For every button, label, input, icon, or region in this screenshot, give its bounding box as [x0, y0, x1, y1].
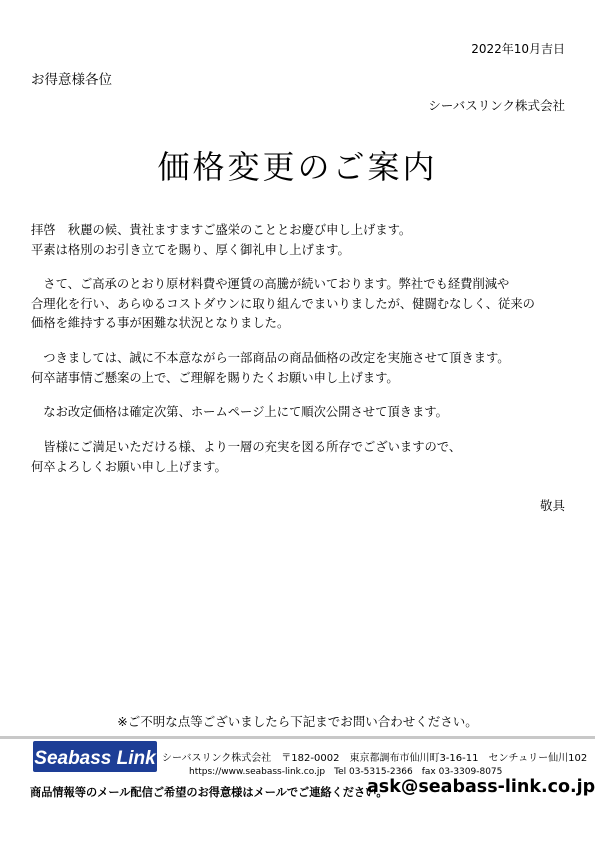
paragraph-cost-increase	[31, 275, 571, 334]
paragraph-line: 平素は格別のお引き立てを賜り、厚く御礼申し上げます。	[31, 242, 350, 257]
seabass-link-logo	[33, 741, 157, 772]
paragraph-line: なお改定価格は確定次第、ホームページ上にて順次公開させて頂きます。	[31, 405, 448, 419]
paragraph-price-revision	[31, 349, 571, 388]
document-title: 価格変更のご案内	[157, 148, 438, 186]
closing-keigu: 敬具	[539, 498, 565, 513]
company-address: シーバスリンク株式会社 〒182-0002 東京都調布市仙川町3-16-11 センチュリー仙川102	[162, 753, 588, 764]
paragraph-greeting	[31, 221, 571, 260]
paragraph-line: つきましては、誠に不本意ながら一部商品の商品価格の改定を実施させて頂きます。	[31, 351, 510, 365]
contact-email[interactable]: ask@seabass-link.co.jp	[367, 777, 595, 797]
paragraph-line: さて、ご高承のとおり原材料費や運賃の高騰が続いております。弊社でも経費削減や	[31, 277, 510, 291]
mail-subscription-note: 商品情報等のメール配信ご希望のお得意様はメールでご連絡ください。	[30, 786, 388, 799]
document-date: 2022年10月吉日	[471, 42, 565, 56]
company-contact: https://www.seabass-link.co.jp Tel 03-5315-2366 fax 03-3309-8075	[189, 767, 503, 777]
logo-text: Seabass Link	[34, 748, 156, 769]
recipient: お得意様各位	[31, 72, 112, 88]
paragraph-line: 価格を維持する事が困難な状況となりました。	[31, 316, 290, 330]
paragraph-line: 何卒諸事情ご懸案の上で、ご理解を賜りたくお願い申し上げます。	[31, 370, 399, 385]
paragraph-publication	[31, 403, 571, 423]
sender-company: シーバスリンク株式会社	[428, 98, 565, 113]
paragraph-line: 合理化を行い、あらゆるコストダウンに取り組んでまいりましたが、健闘むなしく、従来の	[31, 296, 535, 311]
footer-divider	[0, 736, 595, 739]
paragraph-line: 拝啓 秋麗の候、貴社ますますご盛栄のこととお慶び申し上げます。	[31, 223, 412, 237]
paragraph-line: 何卒よろしくお願い申し上げます。	[31, 459, 227, 474]
paragraph-line: 皆様にご満足いただける様、より一層の充実を図る所存でございますので、	[31, 440, 462, 454]
inquiry-note: ※ご不明な点等ございましたら下記までお問い合わせください。	[117, 714, 478, 729]
paragraph-closing-request	[31, 438, 571, 477]
